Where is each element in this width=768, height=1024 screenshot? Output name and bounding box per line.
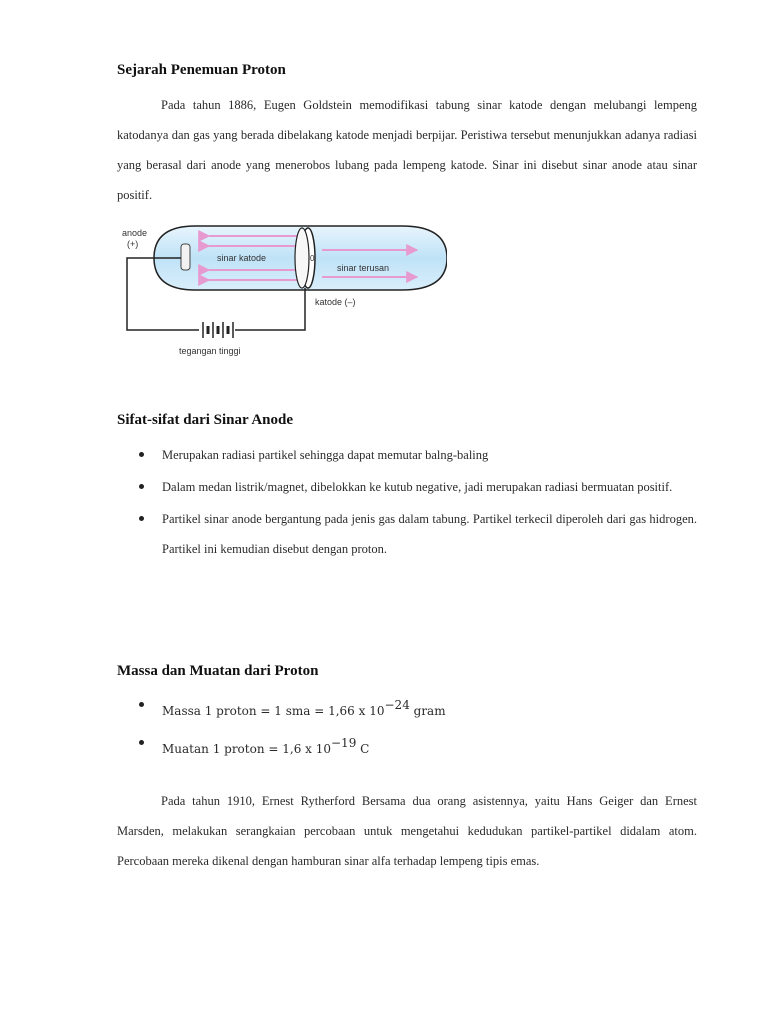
cathode-ray-label: sinar katode	[217, 253, 267, 263]
paragraph-sejarah-text: Pada tahun 1886, Eugen Goldstein memodifikasi tabung sinar katode dengan melubangi lempeng katodanya dan gas yang berada dibelakang katode menjadi berpijar. Peristiwa tersebut menunjukkan adanya radiasi yang berasal dari anode yang menerobos lubang pada lempeng katode. Sinar ini disebut sinar anode atau sinar positif.	[117, 98, 697, 202]
mass-charge-list	[117, 690, 697, 766]
cathode-label: katode (–)	[315, 297, 356, 307]
bullet-icon	[139, 484, 144, 489]
anode-electrode	[181, 244, 190, 270]
list-item: Dalam medan listrik/magnet, dibelokkan ke kutub negative, jadi merupakan radiasi bermuatan positif.	[117, 472, 697, 502]
cathode-plate-face	[295, 228, 309, 288]
cathode-plate-label: 0	[310, 254, 315, 263]
high-voltage-battery-icon	[203, 322, 233, 338]
list-item-charge: Muatan 1 proton = 1,6 x 10−19 C	[117, 728, 697, 764]
voltage-label: tegangan tinggi	[179, 346, 241, 356]
section-title-sejarah: Sejarah Penemuan Proton	[117, 62, 286, 78]
circuit-wire	[235, 288, 305, 330]
paragraph-rutherford	[117, 786, 697, 876]
bullet-icon	[139, 740, 144, 745]
list-item: Partikel sinar anode bergantung pada jenis gas dalam tabung. Partikel terkecil diperoleh dari gas hidrogen. Partikel ini kemudian disebut dengan proton.	[117, 504, 697, 564]
list-item: Merupakan radiasi partikel sehingga dapat memutar balng-baling	[117, 440, 697, 470]
list-item-mass: Massa 1 proton = 1 sma = 1,66 x 10−24 gram	[117, 690, 697, 726]
bullet-icon	[139, 702, 144, 707]
section-title-massa: Massa dan Muatan dari Proton	[117, 663, 319, 679]
anode-sign: (+)	[127, 239, 139, 249]
cathode-ray-tube-diagram	[117, 218, 447, 368]
bullet-icon	[139, 452, 144, 457]
section-title-sifat: Sifat-sifat dari Sinar Anode	[117, 412, 293, 428]
paragraph-sejarah	[117, 90, 697, 210]
through-ray-label: sinar terusan	[337, 263, 390, 273]
paragraph-rutherford-text: Pada tahun 1910, Ernest Rytherford Bersama dua orang asistennya, yaitu Hans Geiger dan Ernest Marsden, melakukan serangkaian percobaan untuk mengetahui kedudukan partikel-partikel didalam atom. Percobaan mereka dikenal dengan hamburan sinar alfa terhadap lempeng tipis emas.	[117, 794, 697, 868]
properties-list	[117, 440, 697, 566]
anode-label: anode	[122, 228, 148, 238]
bullet-icon	[139, 516, 144, 521]
